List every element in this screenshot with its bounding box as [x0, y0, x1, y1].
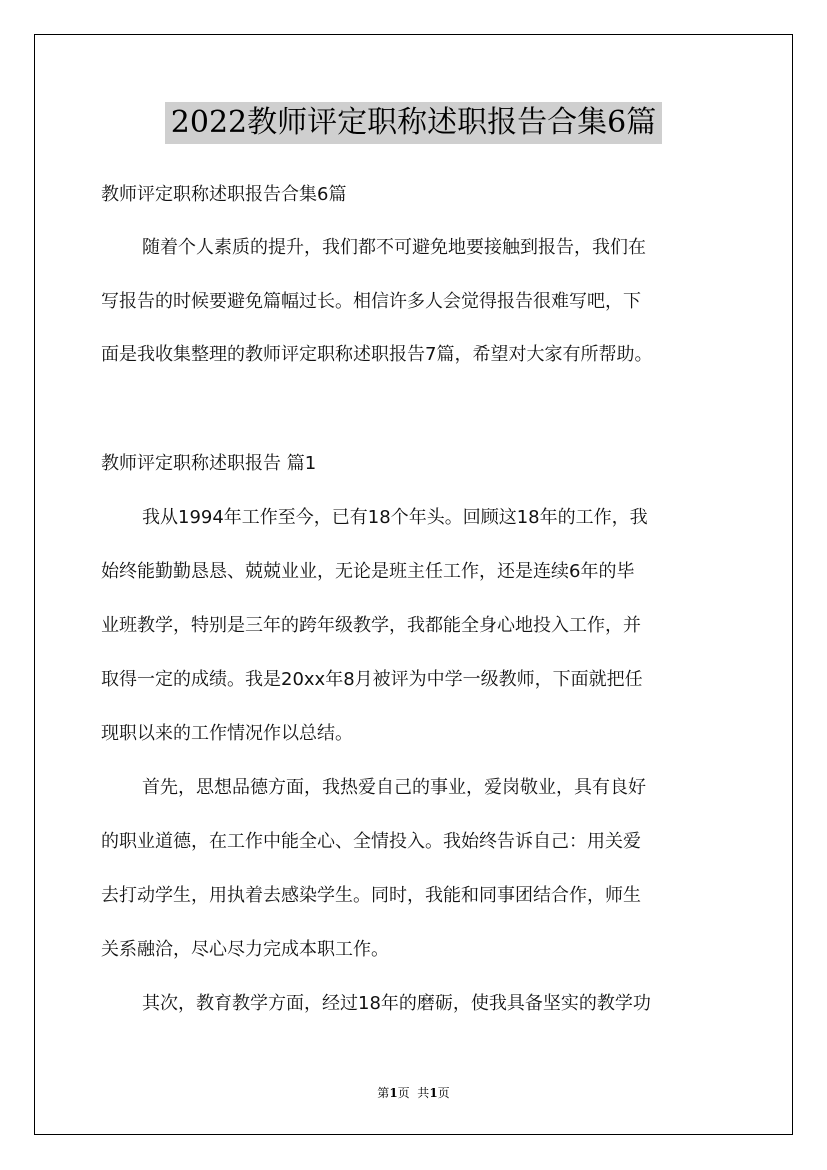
paragraph-line: 取得一定的成绩。我是20xx年8月被评为中学一级教师，下面就把任: [101, 669, 643, 690]
document-subtitle: 教师评定职称述职报告合集6篇: [101, 184, 347, 205]
footer-page-mid: 页 共: [397, 1086, 430, 1100]
document-title: 2022教师评定职称述职报告合集6篇: [165, 102, 662, 144]
paragraph-line: 关系融洽，尽心尽力完成本职工作。: [101, 939, 389, 960]
paragraph-line: 始终能勤勤恳恳、兢兢业业，无论是班主任工作，还是连续6年的毕: [101, 561, 635, 582]
footer-page-current: 1: [389, 1086, 398, 1100]
paragraph-line: 首先，思想品德方面，我热爱自己的事业，爱岗敬业，具有良好: [142, 777, 646, 798]
section-heading: 教师评定职称述职报告 篇1: [101, 453, 317, 474]
paragraph-line: 我从1994年工作至今，已有18个年头。回顾这18年的工作，我: [142, 507, 648, 528]
paragraph-line: 的职业道德，在工作中能全心、全情投入。我始终告诉自己：用关爱: [101, 831, 641, 852]
paragraph-line: 现职以来的工作情况作以总结。: [101, 723, 353, 744]
intro-line: 随着个人素质的提升，我们都不可避免地要接触到报告，我们在: [142, 237, 646, 258]
footer-page-suffix: 页: [437, 1086, 450, 1100]
intro-line: 面是我收集整理的教师评定职称述职报告7篇，希望对大家有所帮助。: [101, 344, 653, 365]
paragraph-line: 业班教学，特别是三年的跨年级教学，我都能全身心地投入工作，并: [101, 615, 641, 636]
intro-line: 写报告的时候要避免篇幅过长。相信许多人会觉得报告很难写吧，下: [101, 291, 641, 312]
paragraph-line: 去打动学生，用执着去感染学生。同时，我能和同事团结合作，师生: [101, 885, 641, 906]
paragraph-line: 其次，教育教学方面，经过18年的磨砺，使我具备坚实的教学功: [142, 993, 651, 1014]
page-footer: [0, 1084, 827, 1101]
footer-page-total: 1: [429, 1086, 438, 1100]
footer-page-prefix: 第: [377, 1086, 390, 1100]
